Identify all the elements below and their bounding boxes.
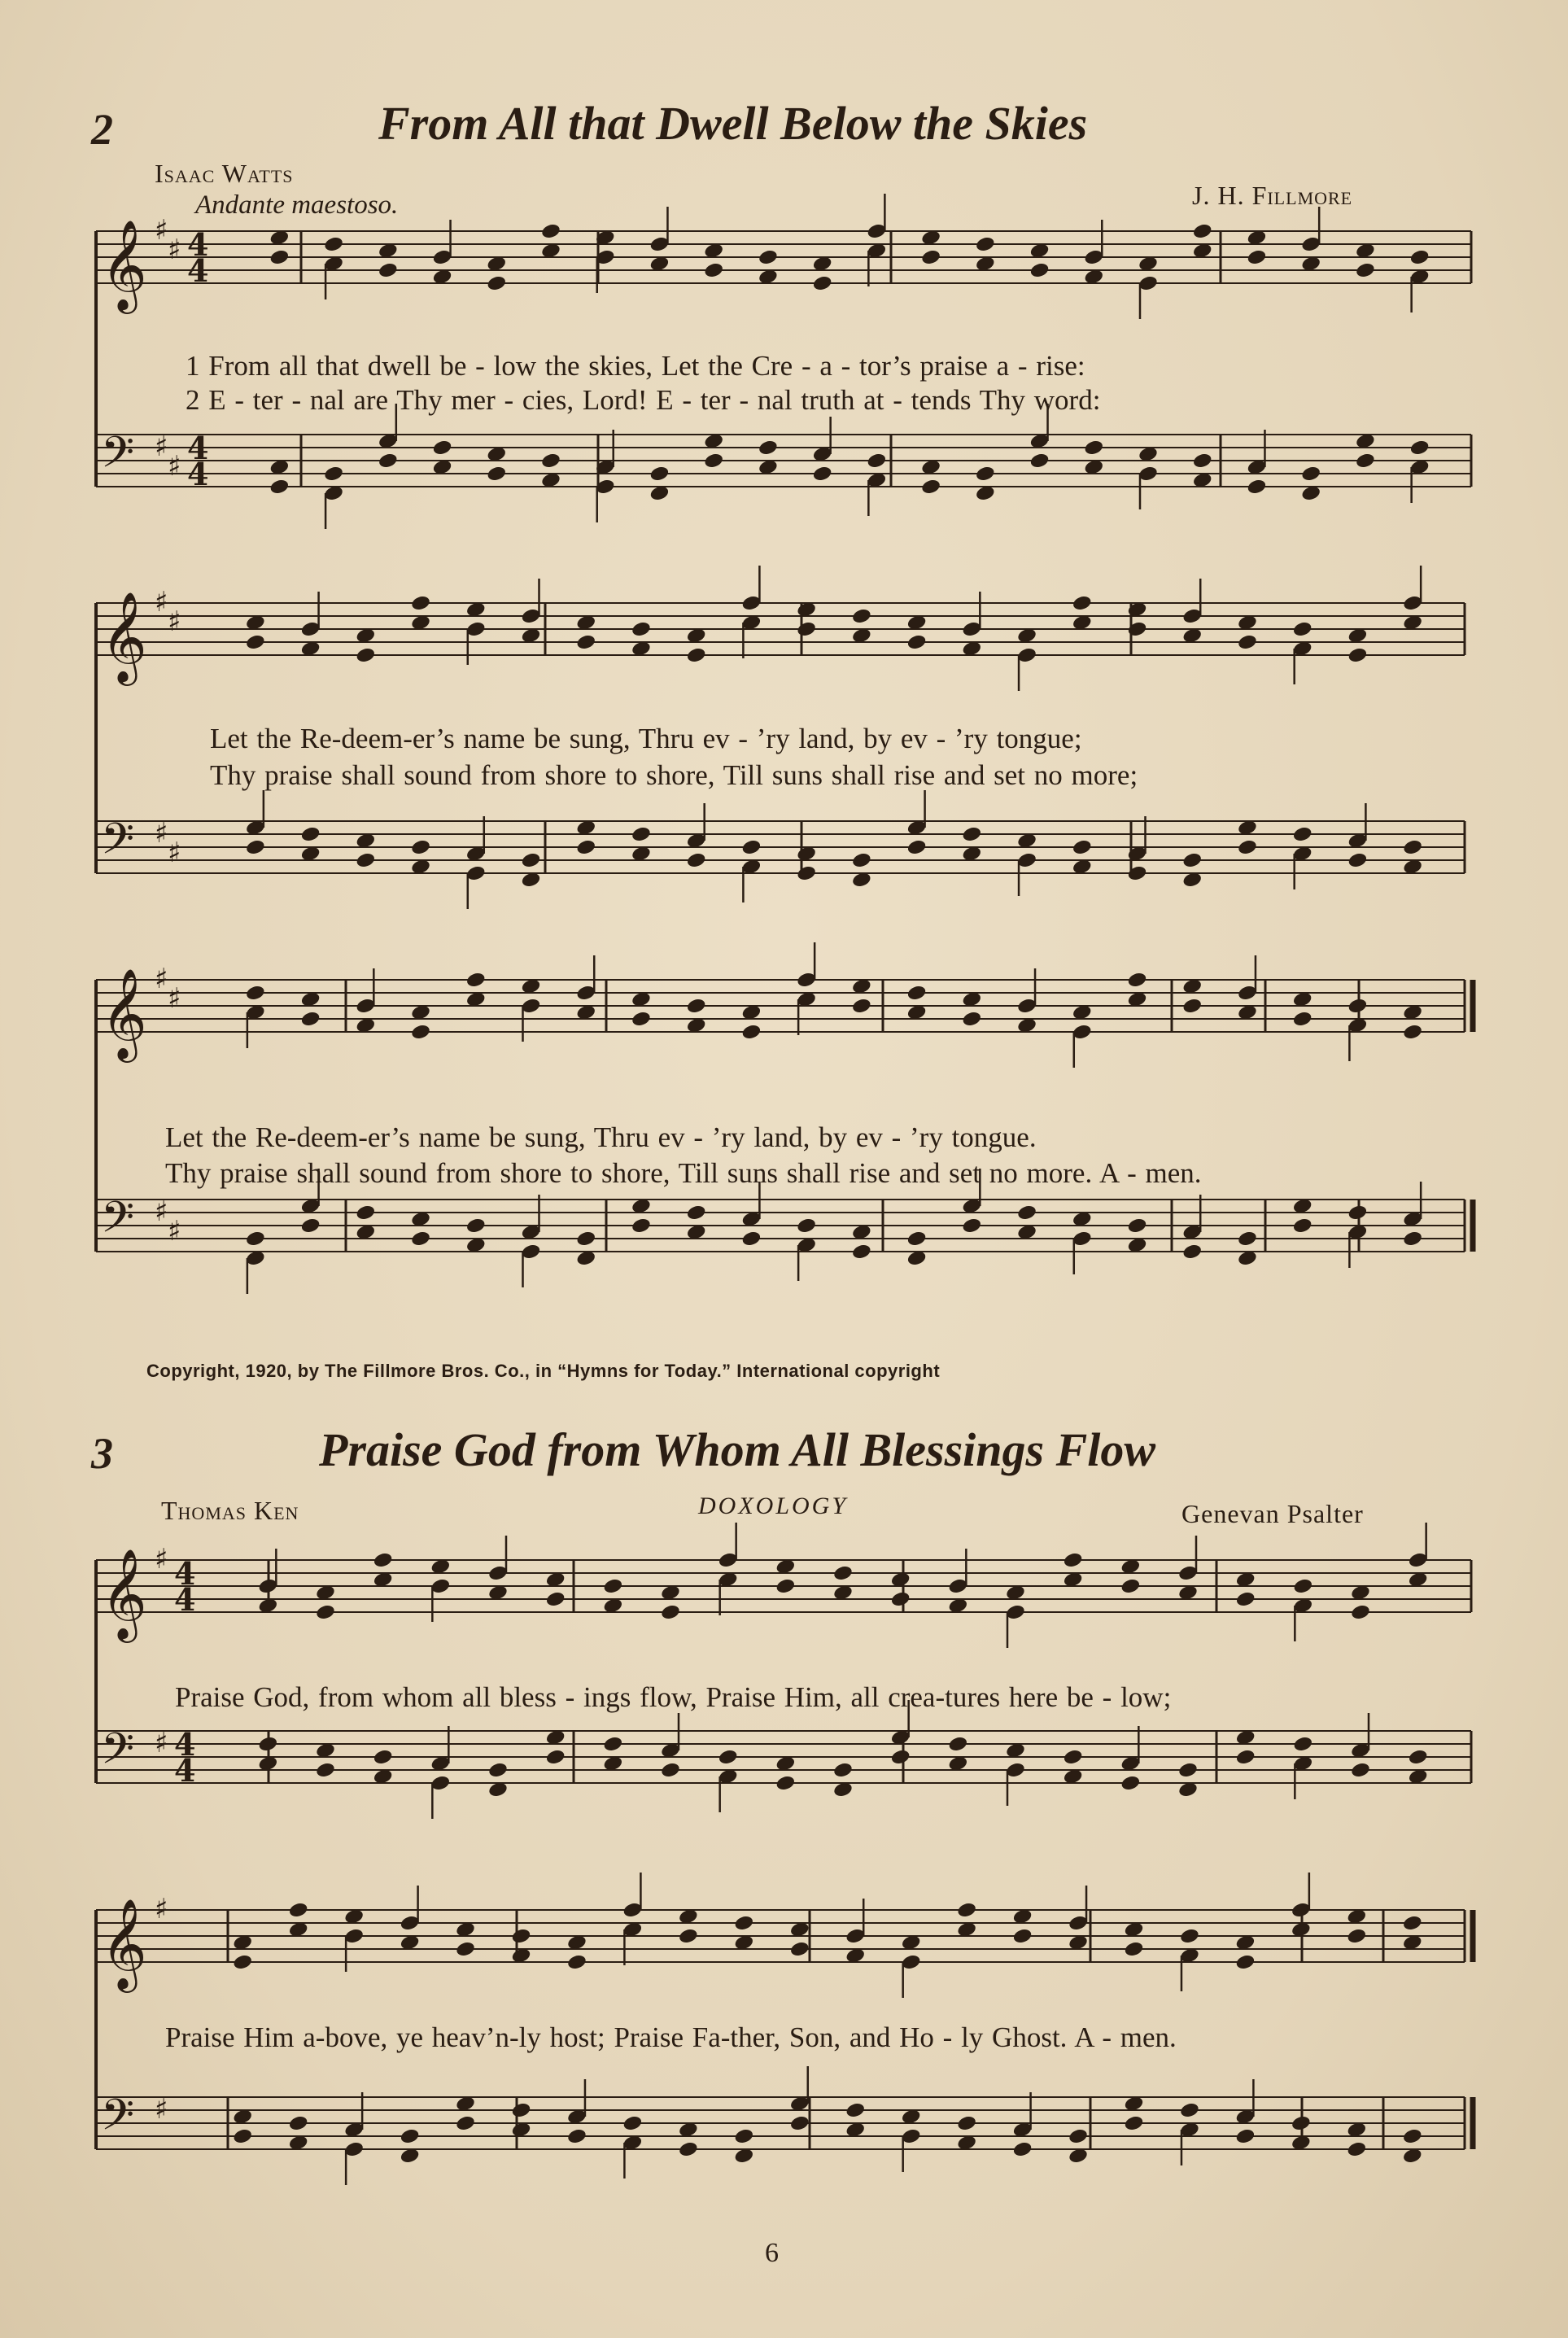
note-chord (1138, 255, 1159, 319)
note-chord (545, 1571, 566, 1608)
treble-clef-icon: 𝄞 (101, 968, 147, 1059)
note-chord (1181, 1195, 1203, 1261)
note-chord (947, 1549, 968, 1615)
note-chord (1124, 2095, 1145, 2132)
note-chord (1235, 1728, 1256, 1766)
note-chord (1063, 1551, 1084, 1589)
note-chord (741, 566, 762, 658)
note-chord (1016, 627, 1037, 691)
bass-staff (96, 2066, 1473, 2185)
sharp-icon: ♯ (155, 817, 168, 850)
note-chord (1402, 566, 1423, 631)
note-chord (901, 1934, 922, 1998)
note-chord (961, 825, 982, 863)
note-chord (1179, 1927, 1200, 1991)
note-chord (1350, 1584, 1371, 1621)
lyric-line: 2 E - ter - nal are Thy mer - cies, Lord! E - ter - nal truth at - tends Thy word: (186, 384, 1101, 416)
note-chord (355, 1204, 376, 1241)
treble-clef-icon: 𝄞 (101, 219, 147, 310)
hymn-subtitle: DOXOLOGY (698, 1492, 849, 1519)
bass-clef-icon: 𝄢 (101, 2091, 135, 2151)
note-chord (832, 1761, 854, 1798)
note-chord (631, 620, 652, 658)
note-chord (315, 1741, 336, 1779)
sharp-icon: ♯ (168, 1215, 181, 1248)
note-chord (1029, 242, 1050, 279)
lyric-line: Let the Re-deem-er’s name be sung, Thru ev - ’ry land, by ev - ’ry tongue; (210, 723, 1082, 754)
note-chord (1347, 1204, 1369, 1268)
note-chord (1355, 432, 1376, 470)
note-chord (465, 971, 487, 1008)
note-chord (1120, 1726, 1141, 1792)
bass-staff (96, 790, 1465, 909)
sharp-icon: ♯ (168, 982, 181, 1015)
note-chord (920, 458, 941, 496)
hymn-author: Isaac Watts (155, 159, 294, 188)
note-chord (1012, 2092, 1033, 2158)
note-chord (1005, 1741, 1026, 1806)
note-chord (1192, 452, 1213, 489)
hymn-number: 3 (91, 1429, 113, 1478)
sharp-icon: ♯ (155, 1727, 168, 1759)
note-chord (1247, 229, 1268, 266)
note-chord (796, 601, 817, 638)
note-chord (1063, 1748, 1084, 1785)
time-signature: 4 (187, 252, 209, 289)
note-chord (511, 1927, 532, 1964)
note-chord (540, 222, 561, 260)
note-chord (1127, 1217, 1148, 1254)
note-chord (1292, 825, 1313, 889)
time-signature: 4 (174, 1555, 196, 1592)
lyric-line: Thy praise shall sound from shore to shore, Till suns shall rise and set no more; (210, 759, 1138, 791)
note-chord (660, 1584, 681, 1621)
note-chord (378, 242, 399, 279)
treble-staff (96, 566, 1465, 691)
note-chord (343, 2092, 365, 2185)
note-chord (758, 248, 779, 286)
sharp-icon: ♯ (168, 234, 181, 266)
note-chord (410, 838, 431, 876)
note-chord (1402, 1003, 1423, 1041)
music-system (0, 1876, 1568, 2234)
note-chord (1347, 627, 1369, 664)
note-chord (1237, 614, 1258, 651)
note-chord (1127, 971, 1148, 1008)
note-chord (789, 1921, 810, 1958)
bass-clef-icon: 𝄢 (101, 428, 135, 488)
note-chord (851, 1223, 872, 1261)
note-chord (812, 255, 833, 292)
treble-clef-icon: 𝄞 (101, 591, 147, 682)
note-chord (1179, 2101, 1200, 2165)
note-chord (430, 1726, 451, 1819)
note-chord (1347, 803, 1369, 869)
note-chord (521, 851, 542, 889)
note-chord (566, 2079, 587, 2145)
note-chord (232, 2108, 253, 2145)
treble-clef-icon: 𝄞 (101, 1548, 147, 1639)
note-chord (602, 1577, 623, 1615)
note-chord (602, 1735, 623, 1772)
note-chord (622, 2114, 644, 2178)
note-chord (1068, 2127, 1089, 2165)
note-chord (1072, 1003, 1093, 1068)
hymn-title: Praise God from Whom All Blessings Flow (319, 1423, 1156, 1476)
note-chord (1291, 1873, 1312, 1938)
note-chord (1016, 832, 1037, 896)
note-chord (486, 445, 507, 483)
note-chord (775, 1755, 796, 1792)
note-chord (718, 1523, 739, 1615)
lyric-line: Praise God, from whom all bless - ings flow, Praise Him, all crea-tures here be - low; (175, 1681, 1172, 1713)
note-chord (758, 439, 779, 476)
note-chord (631, 825, 652, 863)
note-chord (832, 1564, 854, 1602)
note-chord (703, 432, 724, 470)
time-signature: 4 (174, 1726, 196, 1763)
note-chord (622, 1873, 644, 1965)
note-chord (733, 1914, 754, 1951)
note-chord (1181, 579, 1203, 645)
note-chord (315, 1584, 336, 1621)
treble-staff (96, 1873, 1473, 1998)
lyric-line: 1 From all that dwell be - low the skies, Let the Cre - a - tor’s praise a - rise: (186, 350, 1085, 382)
note-chord (465, 816, 487, 909)
note-chord (1292, 1197, 1313, 1235)
note-chord (1347, 997, 1369, 1061)
note-chord (257, 1549, 278, 1615)
bass-staff (96, 404, 1471, 529)
note-chord (975, 465, 996, 502)
note-chord (465, 1217, 487, 1254)
sharp-icon: ♯ (155, 1543, 168, 1575)
note-chord (1138, 445, 1159, 509)
note-chord (956, 2114, 977, 2152)
bass-clef-icon: 𝄢 (101, 1724, 135, 1785)
note-chord (1016, 968, 1037, 1034)
time-signature: 4 (187, 456, 209, 492)
page-number: 6 (765, 2238, 779, 2268)
note-chord (373, 1551, 394, 1589)
note-chord (1402, 1914, 1423, 1951)
note-chord (232, 1934, 253, 1971)
note-chord (566, 1934, 587, 1971)
note-chord (741, 1003, 762, 1041)
note-chord (1402, 1182, 1423, 1248)
note-chord (1292, 620, 1313, 684)
sharp-icon: ♯ (155, 1893, 168, 1925)
note-chord (1072, 838, 1093, 876)
note-chord (1016, 1204, 1037, 1241)
note-chord (1292, 990, 1313, 1028)
note-chord (575, 1230, 596, 1267)
note-chord (300, 990, 321, 1028)
note-chord (866, 194, 887, 286)
note-chord (796, 1217, 817, 1281)
note-chord (1235, 1934, 1256, 1971)
note-chord (245, 790, 266, 856)
note-chord (796, 845, 817, 882)
note-chord (961, 990, 982, 1028)
note-chord (649, 465, 670, 502)
note-chord (1355, 242, 1376, 279)
note-chord (1235, 2079, 1256, 2145)
tempo-marking: Andante maestoso. (195, 190, 399, 220)
note-chord (1005, 1584, 1026, 1648)
note-chord (733, 2127, 754, 2165)
note-chord (678, 1908, 699, 1945)
note-chord (1292, 1735, 1313, 1799)
sharp-icon: ♯ (155, 2093, 168, 2126)
sharp-icon: ♯ (168, 837, 181, 869)
note-chord (245, 984, 266, 1048)
note-chord (975, 235, 996, 273)
note-chord (410, 1003, 431, 1041)
note-chord (575, 614, 596, 651)
note-chord (789, 2066, 810, 2132)
note-chord (686, 627, 707, 664)
note-chord (432, 439, 453, 476)
note-chord (300, 592, 321, 658)
note-chord (400, 1886, 421, 1951)
note-chord (323, 235, 344, 299)
note-chord (703, 242, 724, 279)
note-chord (1072, 594, 1093, 631)
note-chord (851, 851, 872, 889)
copyright-notice: Copyright, 1920, by The Fillmore Bros. Co., in “Hymns for Today.” International copyright (146, 1361, 941, 1381)
hymn-composer: Genevan Psalter (1181, 1499, 1364, 1528)
note-chord (410, 1210, 431, 1248)
note-chord (866, 452, 887, 516)
note-chord (1402, 838, 1423, 876)
note-chord (288, 1901, 309, 1938)
note-chord (1247, 430, 1268, 496)
note-chord (432, 220, 453, 286)
note-chord (1127, 816, 1148, 882)
note-chord (947, 1735, 968, 1772)
sharp-icon: ♯ (168, 605, 181, 638)
sharp-icon: ♯ (155, 586, 168, 618)
hymn-title: From All that Dwell Below the Skies (378, 97, 1088, 150)
note-chord (1235, 1571, 1256, 1608)
note-chord (355, 627, 376, 664)
note-chord (741, 838, 762, 902)
note-chord (678, 2121, 699, 2158)
lyric-line: Praise Him a-bove, ye heav’n-ly host; Praise Fa-ther, Son, and Ho - ly Ghost. A - men. (165, 2021, 1177, 2053)
note-chord (1346, 1908, 1367, 1945)
note-chord (1181, 977, 1203, 1015)
note-chord (901, 2108, 922, 2172)
note-chord (649, 207, 670, 273)
note-chord (851, 977, 872, 1015)
note-chord (1409, 439, 1430, 503)
note-chord (686, 1204, 707, 1241)
note-chord (1072, 1210, 1093, 1274)
note-chord (575, 819, 596, 856)
sharp-icon: ♯ (155, 1195, 168, 1228)
note-chord (245, 1230, 266, 1294)
note-chord (1177, 1761, 1199, 1798)
note-chord (575, 955, 596, 1021)
note-chord (775, 1558, 796, 1595)
note-chord (323, 465, 344, 529)
time-signature: 4 (174, 1752, 196, 1789)
note-chord (1237, 1230, 1258, 1267)
note-chord (486, 255, 507, 292)
note-chord (741, 1182, 762, 1248)
note-chord (1408, 1523, 1429, 1589)
note-chord (288, 2114, 309, 2152)
time-signature: 4 (174, 1581, 196, 1618)
note-chord (269, 458, 290, 496)
lyric-line: Let the Re-deem-er’s name be sung, Thru ev - ’ry land, by ev - ’ry tongue. (165, 1121, 1037, 1153)
time-signature: 4 (187, 430, 209, 466)
note-chord (906, 1230, 928, 1267)
treble-staff (96, 942, 1473, 1068)
note-chord (1012, 1908, 1033, 1945)
note-chord (1292, 1577, 1313, 1641)
hymn-number: 2 (91, 105, 113, 154)
note-chord (1127, 601, 1148, 638)
note-chord (1083, 220, 1104, 286)
note-chord (686, 803, 707, 869)
treble-staff (96, 1523, 1471, 1648)
hymn-composer: J. H. Fillmore (1192, 181, 1353, 210)
note-chord (1192, 222, 1213, 260)
note-chord (631, 1197, 652, 1235)
note-chord (1408, 1748, 1429, 1785)
note-chord (812, 417, 833, 483)
note-chord (455, 2095, 476, 2132)
note-chord (845, 2101, 866, 2139)
note-chord (1237, 955, 1258, 1021)
note-chord (400, 2127, 421, 2165)
note-chord (961, 592, 982, 658)
note-chord (521, 579, 542, 645)
note-chord (718, 1748, 739, 1812)
note-chord (1300, 465, 1321, 502)
note-chord (686, 997, 707, 1034)
bass-clef-icon: 𝄢 (101, 815, 135, 875)
note-chord (1068, 1886, 1089, 1951)
note-chord (660, 1713, 681, 1779)
note-chord (487, 1536, 509, 1602)
note-chord (355, 832, 376, 869)
sharp-icon: ♯ (155, 214, 168, 247)
note-chord (906, 614, 928, 651)
lyric-line: Thy praise shall sound from shore to shore, Till suns shall rise and set no more. A - men. (165, 1157, 1202, 1189)
note-chord (906, 790, 928, 856)
note-chord (956, 1901, 977, 1938)
note-chord (1237, 819, 1258, 856)
note-chord (1083, 439, 1104, 476)
note-chord (410, 594, 431, 631)
note-chord (1177, 1536, 1199, 1602)
note-chord (1350, 1713, 1371, 1779)
note-chord (631, 990, 652, 1028)
sharp-icon: ♯ (155, 430, 168, 463)
note-chord (796, 942, 817, 1035)
note-chord (455, 1921, 476, 1958)
treble-clef-icon: 𝄞 (101, 1898, 147, 1989)
note-chord (521, 1195, 542, 1287)
note-chord (545, 1728, 566, 1766)
note-chord (1124, 1921, 1145, 1958)
note-chord (1346, 2121, 1367, 2158)
time-signature: 4 (187, 226, 209, 263)
note-chord (890, 1571, 911, 1608)
note-chord (1181, 851, 1203, 889)
note-chord (845, 1899, 866, 1964)
note-chord (1409, 248, 1430, 312)
note-chord (1120, 1558, 1141, 1595)
hymn-author: Thomas Ken (161, 1496, 299, 1525)
note-chord (851, 607, 872, 645)
note-chord (245, 614, 266, 651)
note-chord (1300, 207, 1321, 273)
note-chord (269, 229, 290, 266)
note-chord (300, 825, 321, 863)
note-chord (540, 452, 561, 489)
note-chord (511, 2101, 532, 2139)
note-chord (1402, 2127, 1423, 2165)
note-chord (906, 984, 928, 1021)
note-chord (487, 1761, 509, 1798)
note-chord (920, 229, 941, 266)
note-chord (373, 1748, 394, 1785)
bass-staff (96, 1700, 1471, 1819)
bass-clef-icon: 𝄢 (101, 1193, 135, 1253)
note-chord (355, 968, 376, 1034)
sharp-icon: ♯ (168, 450, 181, 483)
sharp-icon: ♯ (155, 963, 168, 995)
